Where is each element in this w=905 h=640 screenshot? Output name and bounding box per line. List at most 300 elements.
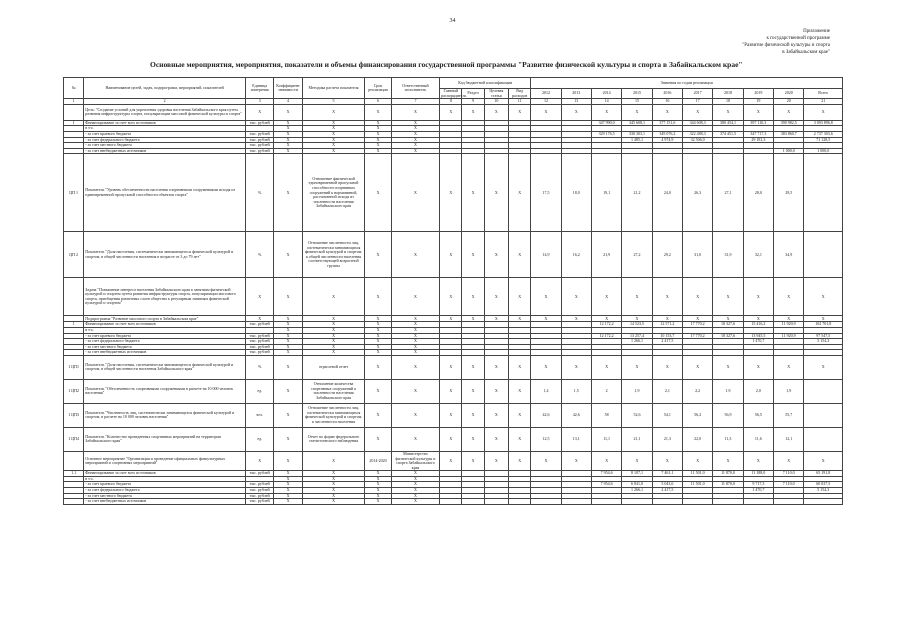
cell-method: X: [302, 499, 365, 505]
cell-n: [64, 451, 84, 470]
column-number-cell: 15: [622, 99, 652, 105]
table-row: [64, 278, 843, 316]
cell-value: 1,9: [622, 379, 652, 403]
cell-exec: X: [391, 427, 440, 451]
cell-term: X: [365, 471, 391, 477]
cell-method: X: [302, 104, 365, 120]
cell-unit: тыс. рублей: [246, 471, 274, 477]
cell-coef: X: [274, 131, 302, 137]
cell-value: X: [683, 278, 713, 316]
cell-unit: ед.: [246, 427, 274, 451]
cell-exec: X: [391, 131, 440, 137]
cell-value: 56,2: [683, 403, 713, 427]
cell-tgt: [484, 499, 508, 505]
cell-value: 397 110,3: [743, 120, 773, 126]
cell-value: 380 454,1: [713, 120, 743, 126]
column-number-cell: 3: [246, 99, 274, 105]
cell-value: X: [804, 451, 843, 470]
cell-value: 1,9: [713, 379, 743, 403]
cell-coef: X: [274, 322, 302, 328]
annex-note: [650, 28, 830, 56]
cell-exec: X: [391, 493, 440, 499]
cell-value: 102 701,8: [804, 322, 843, 328]
table-row: [64, 379, 843, 403]
cell-value: 65 191,8: [804, 471, 843, 477]
table-row: [64, 154, 843, 232]
cell-value: 28,0: [743, 154, 773, 232]
cell-name: Показатель "Численность лиц, систематически занимающихся физической культурой и спортом, в расчете на 10 000 человек населения": [84, 403, 246, 427]
cell-value: 7 954,6: [591, 482, 621, 488]
cell-adm: X: [440, 278, 462, 316]
cell-n: 1 ЦП3: [64, 403, 84, 427]
cell-value: X: [622, 316, 652, 322]
cell-term: X: [365, 499, 391, 505]
cell-adm: X: [440, 451, 462, 470]
cell-value: X: [561, 104, 591, 120]
column-number-cell: 10: [484, 99, 508, 105]
cell-tgt: X: [484, 316, 508, 322]
cell-exec: X: [391, 327, 440, 333]
cell-method: X: [302, 316, 365, 322]
cell-value: [591, 499, 621, 505]
cell-name: - за счет местного бюджета: [84, 493, 246, 499]
cell-exec: X: [391, 143, 440, 149]
cell-value: 2 737 303,6: [804, 131, 843, 137]
cell-name: - за счет федерального бюджета: [84, 137, 246, 143]
cell-value: X: [531, 104, 561, 120]
cell-value: 26,3: [683, 154, 713, 232]
cell-exec: X: [391, 403, 440, 427]
cell-name: - за счет внебюджетных источников: [84, 499, 246, 505]
cell-value: 11,1: [591, 427, 621, 451]
cell-value: X: [774, 355, 804, 379]
cell-name: Финансирование за счет всех источников: [84, 322, 246, 328]
column-number-cell: 14: [591, 99, 621, 105]
cell-value: 60 037,5: [804, 482, 843, 488]
cell-coef: X: [274, 148, 302, 154]
cell-unit: %: [246, 355, 274, 379]
cell-coef: X: [274, 379, 302, 403]
cell-tgt: X: [484, 451, 508, 470]
cell-value: 1 266,1: [622, 488, 652, 494]
col-total-header: Всего: [804, 89, 843, 99]
cell-coef: X: [274, 278, 302, 316]
cell-value: 3 093 896,8: [804, 120, 843, 126]
cell-value: X: [591, 316, 621, 322]
cell-method: Отношение численности лиц, систематически занимающихся физической культурой и спортом, к общей численности населения соответствующей возрастной группы: [302, 232, 365, 278]
cell-coef: X: [274, 350, 302, 356]
cell-value: 5 154,3: [804, 488, 843, 494]
annex-line: "Развитие физической культуры и спорта: [742, 43, 830, 48]
cell-exec: X: [391, 482, 440, 488]
cell-value: X: [713, 278, 743, 316]
cell-coef: X: [274, 339, 302, 345]
cell-unit: тыс. рублей: [246, 137, 274, 143]
cell-n: 1 ЦП2: [64, 379, 84, 403]
cell-method: X: [302, 471, 365, 477]
col-target-header: Целевая статья: [484, 89, 508, 99]
cell-method: X: [302, 322, 365, 328]
cell-method: X: [302, 333, 365, 339]
col-year-header: 2020: [774, 89, 804, 99]
cell-term: X: [365, 327, 391, 333]
cell-name: - за счет внебюджетных источников: [84, 350, 246, 356]
cell-value: 344 608,3: [683, 120, 713, 126]
cell-coef: X: [274, 499, 302, 505]
cell-value: 27,1: [713, 154, 743, 232]
cell-exec: X: [391, 322, 440, 328]
cell-method: X: [302, 488, 365, 494]
cell-method: X: [302, 327, 365, 333]
cell-value: 14 523,5: [622, 322, 652, 328]
cell-value: [804, 427, 843, 451]
cell-coef: X: [274, 355, 302, 379]
table-row: [64, 499, 843, 505]
cell-value: X: [622, 278, 652, 316]
table-row: [64, 427, 843, 451]
cell-exec: X: [391, 476, 440, 482]
cell-coef: X: [274, 316, 302, 322]
cell-value: 56,9: [713, 403, 743, 427]
cell-value: 374 451,5: [713, 131, 743, 137]
cell-sec: X: [462, 316, 484, 322]
cell-value: 52,6: [622, 403, 652, 427]
column-number-cell: 4: [274, 99, 302, 105]
cell-value: 15 416,2: [743, 322, 773, 328]
cell-term: X: [365, 339, 391, 345]
cell-value: 11,3: [713, 427, 743, 451]
cell-value: 31,9: [713, 232, 743, 278]
cell-exec: X: [391, 104, 440, 120]
cell-value: X: [561, 316, 591, 322]
cell-coef: X: [274, 327, 302, 333]
cell-term: X: [365, 232, 391, 278]
cell-value: 1,5: [561, 379, 591, 403]
table-body: [64, 99, 843, 505]
column-number-cell: 12: [531, 99, 561, 105]
cell-value: 18 327,6: [713, 333, 743, 339]
cell-tgt: X: [484, 427, 508, 451]
cell-value: X: [804, 316, 843, 322]
cell-name: Основное мероприятие "Организация и проведение официальных физкультурных мероприятий и спортивных мероприятий": [84, 451, 246, 470]
column-number-cell: 7: [391, 99, 440, 105]
cell-value: 12,1: [774, 427, 804, 451]
column-number-cell: 16: [652, 99, 682, 105]
cell-value: 71 128,5: [804, 137, 843, 143]
cell-exec: Министерство физической культуры и спорта Забайкальского края: [391, 451, 440, 470]
cell-name: - за счет краевого бюджета: [84, 333, 246, 339]
cell-value: 13 257,4: [622, 333, 652, 339]
cell-value: 42,6: [531, 403, 561, 427]
cell-name: - за счет местного бюджета: [84, 143, 246, 149]
cell-value: 21,2: [622, 154, 652, 232]
cell-name: Показатель "Уровень обеспеченности населения спортивными сооружениями исходя из единовременной пропускной способности объектов спорта": [84, 154, 246, 232]
cell-method: X: [302, 143, 365, 149]
cell-value: 347 990,0: [591, 120, 621, 126]
cell-value: 11 870,0: [713, 482, 743, 488]
cell-method: X: [302, 339, 365, 345]
cell-value: [743, 499, 773, 505]
cell-coef: X: [274, 476, 302, 482]
col-unit-header: Единица измерения: [246, 78, 274, 99]
cell-method: X: [302, 350, 365, 356]
cell-value: 11 870,0: [713, 471, 743, 477]
cell-exp: X: [508, 403, 530, 427]
cell-n: 1.1: [64, 471, 84, 477]
col-year-header: 2014: [591, 89, 621, 99]
table-row: [64, 104, 843, 120]
cell-value: X: [804, 355, 843, 379]
values-group-header: Значения по годам реализации: [531, 78, 843, 89]
cell-value: X: [591, 355, 621, 379]
cell-coef: X: [274, 427, 302, 451]
cell-method: X: [302, 148, 365, 154]
cell-method: X: [302, 493, 365, 499]
cell-term: X: [365, 355, 391, 379]
cell-value: 9 717,3: [743, 482, 773, 488]
cell-coef: X: [274, 143, 302, 149]
cell-coef: X: [274, 232, 302, 278]
cell-sec: X: [462, 104, 484, 120]
cell-term: X: [365, 379, 391, 403]
cell-method: X: [302, 137, 365, 143]
cell-value: 10 153,7: [652, 333, 682, 339]
col-section-header: Раздел: [462, 89, 484, 99]
cell-coef: X: [274, 137, 302, 143]
cell-value: X: [652, 451, 682, 470]
cell-adm: X: [440, 232, 462, 278]
cell-value: X: [774, 451, 804, 470]
cell-value: 11 920,9: [774, 322, 804, 328]
column-number-cell: 5: [302, 99, 365, 105]
cell-method: X: [302, 482, 365, 488]
annex-line: к государственной программе: [766, 36, 830, 41]
cell-value: 322 488,3: [683, 131, 713, 137]
cell-value: 29,2: [652, 232, 682, 278]
cell-value: X: [743, 104, 773, 120]
column-number-cell: 18: [713, 99, 743, 105]
cell-tgt: X: [484, 403, 508, 427]
cell-value: 1,9: [774, 379, 804, 403]
cell-unit: X: [246, 278, 274, 316]
cell-value: X: [591, 278, 621, 316]
cell-value: 13 945,5: [743, 333, 773, 339]
cell-exp: X: [508, 104, 530, 120]
cell-value: 13,1: [561, 427, 591, 451]
cell-value: X: [591, 451, 621, 470]
cell-value: 7 110,0: [774, 482, 804, 488]
cell-exp: X: [508, 355, 530, 379]
column-number-cell: 11: [508, 99, 530, 105]
cell-tgt: X: [484, 104, 508, 120]
cell-exp: X: [508, 451, 530, 470]
cell-method: X: [302, 451, 365, 470]
cell-value: X: [622, 355, 652, 379]
cell-method: X: [302, 476, 365, 482]
cell-coef: X: [274, 120, 302, 126]
cell-exec: X: [391, 471, 440, 477]
cell-term: X: [365, 350, 391, 356]
cell-exec: X: [391, 355, 440, 379]
cell-term: X: [365, 120, 391, 126]
page-number: 34: [449, 18, 456, 24]
cell-value: 22,0: [683, 427, 713, 451]
cell-exp: [508, 499, 530, 505]
cell-sec: X: [462, 403, 484, 427]
cell-unit: тыс. рублей: [246, 493, 274, 499]
cell-value: 11 188,0: [743, 471, 773, 477]
cell-unit: чел.: [246, 403, 274, 427]
cell-value: [531, 499, 561, 505]
cell-name: Задача "Повышение интереса населения Забайкальского края к занятиям физической культурой и спортом путем развития инфраструктуры спорта, популяризации массового спорта, приобщения различных слоев общества к регулярным занятиям физической культурой и спортом": [84, 278, 246, 316]
col-year-header: 2018: [713, 89, 743, 99]
cell-name: Показатель "Количество проведенных спортивных мероприятий на территории Забайкальского края": [84, 427, 246, 451]
cell-value: 383 860,7: [774, 131, 804, 137]
cell-name: - за счет краевого бюджета: [84, 482, 246, 488]
cell-value: 6 841,0: [622, 482, 652, 488]
col-name-header: Наименование целей, задач, подпрограмм, мероприятий, показателей: [84, 78, 246, 99]
cell-value: 12,5: [531, 427, 561, 451]
cell-method: Отчет по форме федерального статистического наблюдения: [302, 427, 365, 451]
column-number-cell: 19: [743, 99, 773, 105]
cell-value: 12 571,2: [652, 322, 682, 328]
cell-value: [804, 403, 843, 427]
cell-value: 17 770,2: [683, 333, 713, 339]
cell-unit: тыс. рублей: [246, 482, 274, 488]
cell-value: 18 327,6: [713, 322, 743, 328]
budget-group-header: Код бюджетной классификации: [440, 78, 531, 89]
col-year-header: 2016: [652, 89, 682, 99]
cell-exec: X: [391, 499, 440, 505]
cell-value: 97 547,5: [804, 333, 843, 339]
cell-term: X: [365, 488, 391, 494]
cell-unit: X: [246, 104, 274, 120]
cell-exec: X: [391, 344, 440, 350]
cell-exec: X: [391, 333, 440, 339]
cell-value: 12 172,2: [591, 333, 621, 339]
cell-value: 11,6: [743, 427, 773, 451]
cell-unit: тыс. рублей: [246, 322, 274, 328]
column-number-cell: 17: [683, 99, 713, 105]
cell-n: I: [64, 120, 84, 126]
cell-method: Отношение количества спортивных сооружений к численности населения Забайкальского края: [302, 379, 365, 403]
cell-sec: X: [462, 451, 484, 470]
cell-term: X: [365, 476, 391, 482]
cell-value: 1 000,0: [804, 148, 843, 154]
cell-exp: X: [508, 232, 530, 278]
cell-value: 8 107,1: [622, 471, 652, 477]
cell-value: 55,7: [774, 403, 804, 427]
cell-value: X: [652, 278, 682, 316]
cell-method: X: [302, 126, 365, 132]
cell-term: X: [365, 137, 391, 143]
cell-value: 17 770,2: [683, 322, 713, 328]
cell-name: в т.ч.: [84, 476, 246, 482]
annex-line: в Забайкальском крае": [782, 50, 830, 55]
cell-name: - за счет краевого бюджета: [84, 131, 246, 137]
cell-value: 21,3: [652, 427, 682, 451]
col-admin-header: Главный распорядитель: [441, 88, 467, 98]
cell-value: X: [683, 451, 713, 470]
cell-term: X: [365, 344, 391, 350]
column-number-cell: 13: [561, 99, 591, 105]
cell-sec: X: [462, 355, 484, 379]
cell-term: X: [365, 143, 391, 149]
cell-value: [652, 499, 682, 505]
cell-value: 21,1: [622, 427, 652, 451]
cell-coef: X: [274, 333, 302, 339]
cell-unit: тыс. рублей: [246, 344, 274, 350]
column-number-cell: 2: [84, 99, 246, 105]
cell-unit: тыс. рублей: [246, 339, 274, 345]
cell-value: 42,6: [561, 403, 591, 427]
cell-unit: тыс. рублей: [246, 499, 274, 505]
col-year-header: 2013: [561, 89, 591, 99]
cell-value: 18,0: [561, 154, 591, 232]
cell-value: X: [743, 316, 773, 322]
cell-term: X: [365, 104, 391, 120]
cell-name: - за счет местного бюджета: [84, 344, 246, 350]
cell-exec: X: [391, 126, 440, 132]
cell-name: Цель: "Создание условий для укрепления здоровья населения Забайкальского края путем развития инфраструктуры спорта, популяризации массовой физической культуры и спорта": [84, 104, 246, 120]
cell-name: в т.ч.: [84, 327, 246, 333]
cell-sec: X: [462, 154, 484, 232]
cell-value: 17,5: [531, 154, 561, 232]
cell-value: 34,9: [774, 232, 804, 278]
cell-tgt: X: [484, 154, 508, 232]
col-executor-header: Ответственный исполнитель: [391, 78, 440, 99]
cell-unit: тыс. рублей: [246, 488, 274, 494]
cell-value: 347 717,3: [743, 131, 773, 137]
cell-value: 32,1: [743, 232, 773, 278]
cell-value: 29 181,3: [743, 137, 773, 143]
cell-exec: X: [391, 137, 440, 143]
cell-value: 7 461,1: [652, 471, 682, 477]
cell-unit: X: [246, 451, 274, 470]
cell-value: X: [713, 104, 743, 120]
column-number-cell: 8: [440, 99, 462, 105]
cell-value: 16,2: [561, 232, 591, 278]
cell-value: 2 417,5: [652, 488, 682, 494]
cell-adm: X: [440, 154, 462, 232]
cell-value: [774, 499, 804, 505]
cell-value: X: [683, 355, 713, 379]
cell-unit: %: [246, 232, 274, 278]
cell-term: X: [365, 316, 391, 322]
cell-method: X: [302, 278, 365, 316]
cell-value: 24,0: [652, 154, 682, 232]
cell-name: - за счет федерального бюджета: [84, 488, 246, 494]
cell-value: [561, 499, 591, 505]
cell-term: X: [365, 154, 391, 232]
cell-value: 5 043,6: [652, 482, 682, 488]
cell-value: 1,4: [531, 379, 561, 403]
cell-value: 4 974,9: [652, 137, 682, 143]
cell-exec: X: [391, 488, 440, 494]
cell-coef: X: [274, 403, 302, 427]
cell-exec: X: [391, 339, 440, 345]
cell-value: X: [652, 104, 682, 120]
cell-value: 7 110,0: [774, 471, 804, 477]
cell-sec: X: [462, 278, 484, 316]
cell-term: X: [365, 126, 391, 132]
cell-exec: X: [391, 316, 440, 322]
cell-value: 31,0: [683, 232, 713, 278]
cell-adm: X: [440, 403, 462, 427]
cell-name: - за счет федерального бюджета: [84, 339, 246, 345]
cell-name: Подпрограмма "Развитие массового спорта в Забайкальском крае": [84, 316, 246, 322]
col-method-header: Методика расчета показателя: [302, 78, 365, 99]
